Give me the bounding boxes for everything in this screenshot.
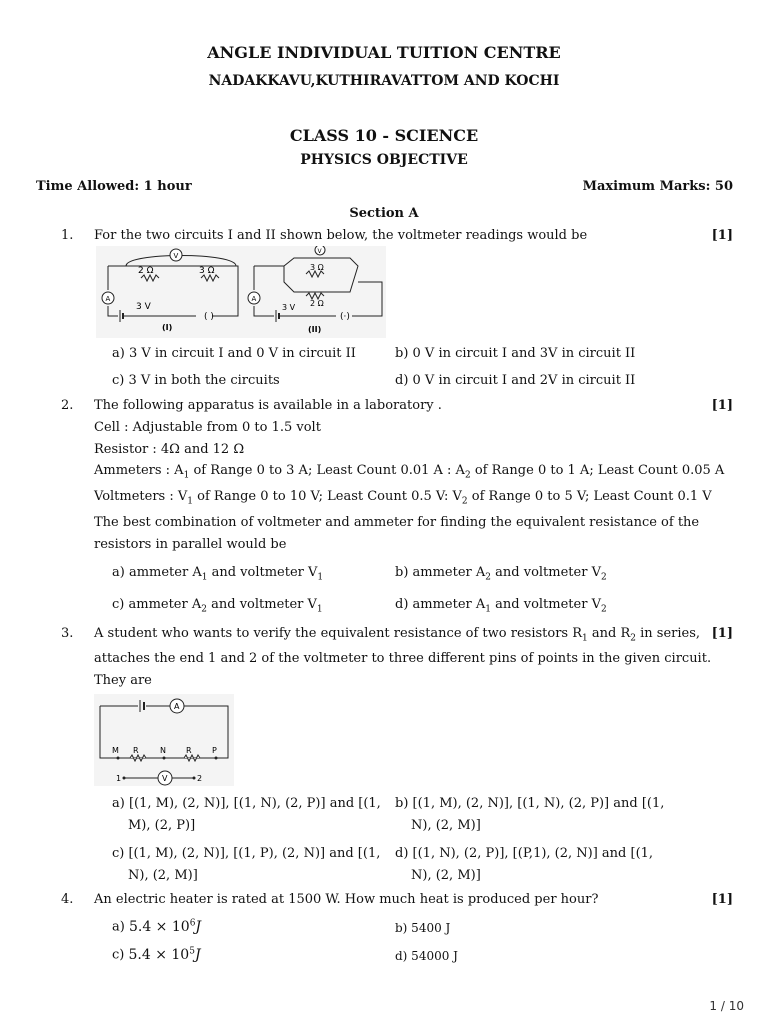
q3-fig-m: M: [112, 746, 119, 755]
q3-fig-r1: R: [133, 746, 139, 755]
q2-marks: [1]: [711, 398, 733, 413]
q3-marks: [1]: [711, 626, 733, 641]
q2-text: The following apparatus is available in a laboratory .: [94, 398, 442, 413]
q2-line2: resistors in parallel would be: [94, 537, 287, 552]
q4-number: 4.: [61, 892, 74, 907]
q1-fig-battery1: 3 V: [136, 302, 151, 312]
q4-option-c: c) $5.4 \times 10^5J$: [112, 946, 201, 963]
time-allowed: Time Allowed: 1 hour: [36, 179, 192, 194]
subject-title: PHYSICS OBJECTIVE: [300, 152, 468, 168]
page-number: 1 / 10: [709, 999, 744, 1013]
q3-option-a-line1: a) [(1, M), (2, N)], [(1, N), (2, P)] and [(1,: [112, 796, 381, 811]
q3-fig-p: P: [212, 746, 217, 755]
q1-fig-label2: (II): [308, 325, 322, 334]
svg-text:A: A: [251, 295, 257, 303]
q4-option-b: b) 5400 J: [395, 921, 451, 935]
q1-fig-battery2: 3 V: [282, 303, 296, 312]
q3-fig-n: N: [160, 746, 166, 755]
svg-text:A: A: [105, 295, 111, 303]
q1-option-d: d) 0 V in circuit I and 2V in circuit II: [395, 373, 636, 388]
q1-number: 1.: [61, 228, 74, 243]
q2-cell: Cell : Adjustable from 0 to 1.5 volt: [94, 420, 321, 435]
q1-fig-label1: (I): [162, 323, 173, 332]
q2-voltmeters: Voltmeters : $V_1$ of Range 0 to 10 V; Least Count 0.5 V: $V_2$ of Range 0 to 5 V; Least Count 0.1 V: [94, 489, 712, 507]
q4-option-d: d) 54000 J: [395, 949, 458, 963]
institute-title: ANGLE INDIVIDUAL TUITION CENTRE: [207, 43, 561, 62]
q4-text: An electric heater is rated at 1500 W. How much heat is produced per hour?: [94, 892, 599, 907]
q3-option-a-line2: M), (2, P)]: [128, 818, 196, 833]
q3-option-c-line1: c) [(1, M), (2, N)], [(1, P), (2, N)] and [(1,: [112, 846, 381, 861]
q2-option-c: c) ammeter $A_2$ and voltmeter $V_1$: [112, 597, 323, 615]
q1-option-c: c) 3 V in both the circuits: [112, 373, 280, 388]
svg-text:V: V: [173, 252, 179, 260]
q2-resistor: Resistor : 4Ω and 12 Ω: [94, 442, 245, 457]
q3-option-d-line1: d) [(1, N), (2, P)], [(P,1), (2, N)] and [(1,: [395, 846, 654, 861]
max-marks: Maximum Marks: 50: [582, 179, 733, 194]
svg-text:V: V: [162, 774, 168, 783]
q1-fig-r3: 3 Ω: [310, 263, 324, 272]
svg-text:( ): ( ): [204, 312, 214, 322]
q2-ammeters: Ammeters : $A_1$ of Range 0 to 3 A; Least Count 0.01 A : $A_2$ of Range 0 to 1 A; Least Count 0.05 A: [94, 463, 725, 481]
svg-text:A: A: [174, 702, 180, 711]
q1-circuit-figure: [96, 246, 386, 338]
q3-text: A student who wants to verify the equivalent resistance of two resistors $R_1$ and $R_2$ in series,: [94, 626, 701, 644]
svg-text:(·): (·): [340, 312, 350, 322]
q3-circuit-figure: [94, 694, 234, 786]
q3-option-b-line2: N), (2, M)]: [411, 818, 481, 833]
q3-option-d-line2: N), (2, M)]: [411, 868, 481, 883]
q1-option-a: a) 3 V in circuit I and 0 V in circuit II: [112, 346, 356, 361]
q1-fig-r4: 2 Ω: [310, 299, 324, 308]
q3-fig-end2: 2: [197, 774, 203, 783]
section-title: Section A: [349, 206, 419, 221]
q2-line1: The best combination of voltmeter and ammeter for finding the equivalent resistance of the: [94, 515, 700, 530]
q2-option-a: a) ammeter $A_1$ and voltmeter $V_1$: [112, 565, 324, 583]
svg-text:V: V: [317, 248, 322, 255]
q2-option-b: b) ammeter $A_2$ and voltmeter $V_2$: [395, 565, 607, 583]
locations: NADAKKAVU,KUTHIRAVATTOM AND KOCHI: [208, 73, 560, 89]
q4-option-a: a) $5.4 \times 10^6J$: [112, 918, 202, 935]
q1-fig-r1: 2 Ω: [138, 266, 154, 276]
q4-marks: [1]: [711, 892, 733, 907]
q1-fig-r2: 3 Ω: [199, 266, 215, 276]
q3-option-b-line1: b) [(1, M), (2, N)], [(1, N), (2, P)] and [(1,: [395, 796, 665, 811]
q3-option-c-line2: N), (2, M)]: [128, 868, 198, 883]
class-title: CLASS 10 - SCIENCE: [289, 126, 479, 145]
q1-option-b: b) 0 V in circuit I and 3V in circuit II: [395, 346, 636, 361]
q3-fig-r2: R: [186, 746, 192, 755]
q3-fig-end1: 1: [116, 774, 122, 783]
q3-number: 3.: [61, 626, 74, 641]
q3-line3: They are: [94, 673, 152, 688]
q3-line2: attaches the end 1 and 2 of the voltmeter to three different pins of points in the given circuit.: [94, 651, 712, 666]
q1-marks: [1]: [711, 228, 733, 243]
q2-option-d: d) ammeter $A_1$ and voltmeter $V_2$: [395, 597, 607, 615]
q2-number: 2.: [61, 398, 74, 413]
q1-text: For the two circuits I and II shown below, the voltmeter readings would be: [94, 228, 588, 243]
